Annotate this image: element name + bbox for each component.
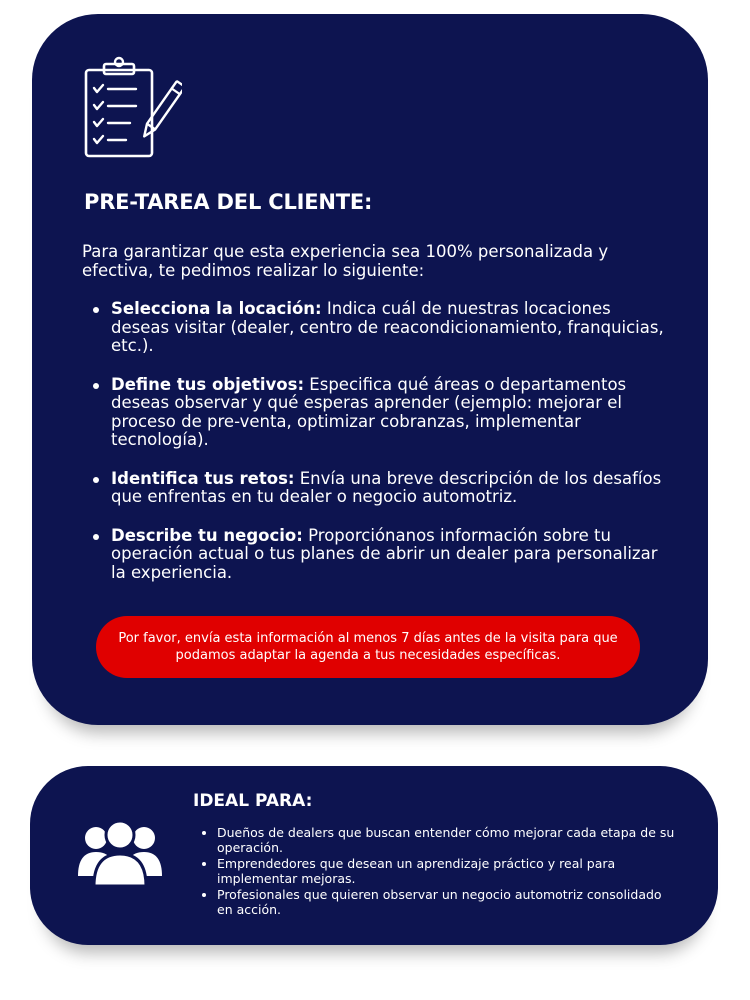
step-label: Describe tu negocio: <box>111 525 303 545</box>
ideal-item-text: Profesionales que quieren observar un negocio automotriz consolidado en acción. <box>217 887 662 917</box>
bullet-icon <box>93 477 99 483</box>
step-label: Define tus objetivos: <box>111 374 305 394</box>
step-text: Proporciónanos información sobre tu operación actual o tus planes de abrir un dealer para personalizar la experiencia. <box>111 525 658 582</box>
pretask-title: PRE-TAREA DEL CLIENTE: <box>84 190 373 214</box>
list-item <box>82 527 666 583</box>
ideal-list <box>200 826 678 919</box>
step-text: Especifica qué áreas o departamentos deseas observar y qué esperas aprender (ejemplo: mejorar el proceso de pre-venta, optimizar cobranzas, implementar tecnología). <box>111 374 627 449</box>
bullet-icon <box>93 383 99 389</box>
pretask-steps-list <box>82 300 666 602</box>
bullet-icon <box>93 307 99 313</box>
ideal-for-card <box>30 766 718 945</box>
list-item <box>82 470 666 507</box>
bullet-icon <box>202 831 206 835</box>
ideal-item-text: Dueños de dealers que buscan entender cómo mejorar cada etapa de su operación. <box>217 825 675 855</box>
step-label: Selecciona la locación: <box>111 299 322 318</box>
ideal-item-text: Emprendedores que desean un aprendizaje práctico y real para implementar mejoras. <box>217 856 616 886</box>
bullet-icon <box>202 893 206 897</box>
clipboard-checklist-icon <box>82 56 182 162</box>
list-item <box>200 857 678 886</box>
step-text: Indica cuál de nuestras locaciones deseas visitar (dealer, centro de reacondicionamiento, franquicias, etc.). <box>111 299 664 355</box>
people-group-icon <box>76 818 164 888</box>
deadline-notice-banner: Por favor, envía esta información al menos 7 días antes de la visita para que podamos adaptar la agenda a tus necesidades específicas. <box>96 616 640 678</box>
pretask-intro: Para garantizar que esta experiencia sea 100% personalizada y efectiva, te pedimos realizar lo siguiente: <box>82 242 609 280</box>
bullet-icon <box>202 862 206 866</box>
ideal-title: IDEAL PARA: <box>193 791 313 811</box>
list-item <box>200 826 678 855</box>
list-item <box>82 376 666 450</box>
list-item <box>82 300 666 356</box>
list-item <box>200 888 678 917</box>
step-label: Identifica tus retos: <box>111 468 295 488</box>
pretask-card <box>32 14 708 725</box>
bullet-icon <box>93 534 99 540</box>
step-text: Envía una breve descripción de los desafíos que enfrentas en tu dealer o negocio automotriz. <box>111 468 662 506</box>
